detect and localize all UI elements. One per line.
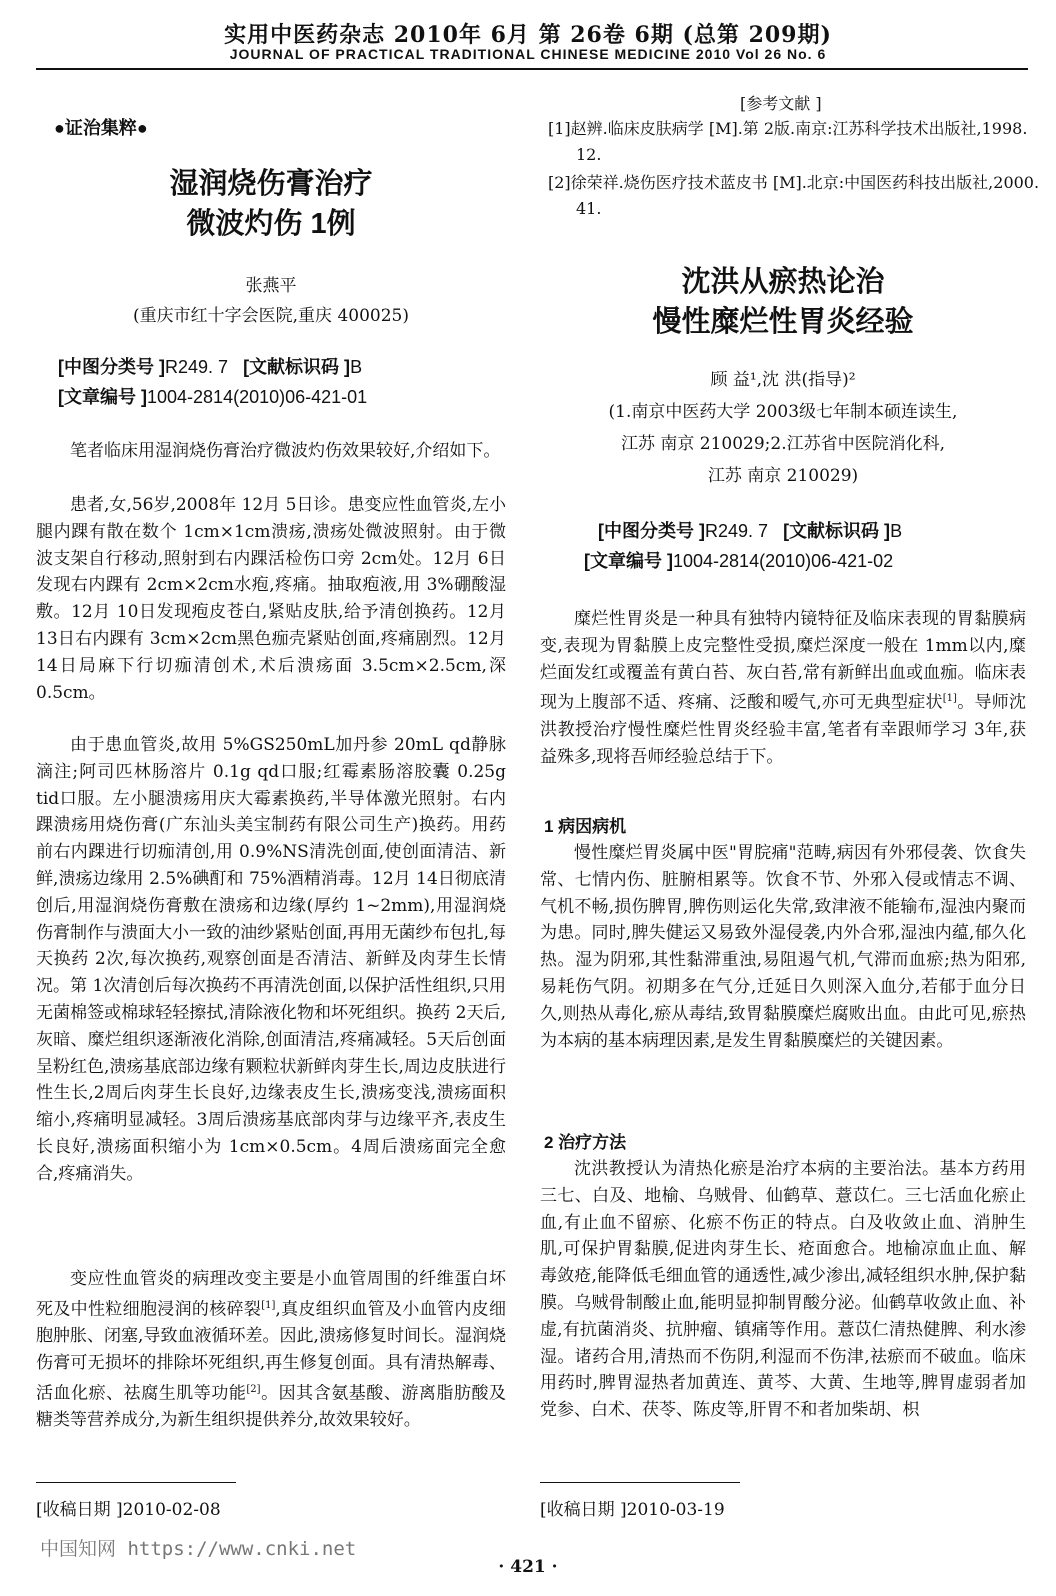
reference-item: [1]赵辨.临床皮肤病学 [M].第 2版.南京:江苏科学技术出版社,1998. 12. — [548, 119, 1028, 164]
authors-2: 顾 益¹,沈 洪(指导)² — [710, 370, 856, 390]
affiliation-line: 江苏 南京 210029;2.江苏省中医院消化科, — [620, 434, 946, 454]
text-run: 糜烂性胃炎是一种具有独特内镜特征及临床表现的胃黏膜病变,表现为胃黏膜上皮完整性受损,糜烂深度一般在 1mm以内,糜烂面发红或覆盖有黄白苔、灰白苔,常有新鲜出血或血痂。临床表现为上腹部不适、疼痛、泛酸和嗳气,亦可无典型症状 — [540, 609, 1026, 714]
author-1: 张燕平 — [245, 276, 297, 296]
received-date-1: [收稿日期 ]2010-02-08 — [36, 1500, 221, 1520]
classification-line — [598, 516, 902, 547]
affiliation-line: 江苏 南京 210029) — [707, 466, 859, 486]
affiliation-1: (重庆市红十字会医院,重庆 400025) — [133, 306, 409, 326]
paragraph: 慢性糜烂胃炎属中医"胃脘痛"范畴,病因有外邪侵袭、饮食失常、七情内伤、脏腑相累等。饮食不节、外邪入侵或情志不调、气机不畅,损伤脾胃,脾伤则运化失常,致津液不能输布,湿浊内聚而为患。同时,脾失健运又易致外湿侵袭,内外合邪,湿浊内蕴,郁久化热。湿为阴邪,其性黏滞重浊,易阻遏气机,气滞而血瘀;热为阳邪,易耗伤气阴。初期多在气分,迁延日久则深入血分,若郁于血分日久,则热从毒化,瘀从毒结,致胃黏膜糜烂腐败出血。由此可见,瘀热为本病的基本病理因素,是发生胃黏膜糜烂的关键因素。 — [540, 843, 1026, 1051]
title-line: 微波灼伤 1例 — [186, 208, 356, 240]
text-run: 。因其含氨基酸、游离脂肪酸及糖类等营养成分,为新生组织提供养分,故效果较好。 — [36, 1383, 507, 1431]
text-run: ,真皮组织血管及小血管内皮细胞肿胀、闭塞,导致血液循环差。因此,溃疡修复时间长。湿润烧伤膏可无损坏的排除坏死组织,再生修复创面。具有清热解毒、活血化瘀、祛腐生肌等功能 — [36, 1299, 507, 1404]
doc-value: B — [890, 521, 903, 541]
paragraph: 沈洪教授认为清热化瘀是治疗本病的主要治法。基本方药用三七、白及、地榆、乌贼骨、仙鹤草、薏苡仁。三七活血化瘀止血,有止血不留瘀、化瘀不伤正的特点。白及收敛止血、消肿生肌,可保护胃黏膜,促进肉芽生长、疮面愈合。地榆凉血止血、解毒敛疮,能降低毛细血管的通透性,减少渗出,减轻组织水肿,保护黏膜。乌贼骨制酸止血,能明显抑制胃酸分泌。仙鹤草收敛止血、补虚,有抗菌消炎、抗肿瘤、镇痛等作用。薏苡仁清热健脾、利水渗湿。诸药合用,清热而不伤阴,利湿而不伤津,祛瘀而不破血。临床用药时,脾胃湿热者加黄连、黄芩、大黄、生地等,脾胃虚弱者加党参、白术、茯苓、陈皮等,肝胃不和者加柴胡、枳 — [540, 1159, 1026, 1421]
section-tag: ●证治集粹● — [54, 118, 148, 138]
reference-item: [2]徐荣祥.烧伤医疗技术蓝皮书 [M].北京:中国医药科技出版社,2000. 41. — [548, 173, 1040, 218]
paragraph — [36, 1266, 506, 1434]
article-label: [文章编号 ] — [58, 387, 147, 407]
doc-value: B — [350, 357, 363, 377]
text-run: 变应性血管炎的病理改变主要是小血管周围的纤维蛋白坏死及中性粒细胞浸润的核碎裂 — [36, 1269, 506, 1320]
clc-label: [中图分类号 ] — [598, 521, 705, 541]
title-line: 湿润烧伤膏治疗 — [169, 168, 373, 200]
citation: [1] — [942, 693, 957, 705]
article-title-2 — [540, 262, 1026, 342]
article-title-1 — [36, 164, 506, 244]
classification-line — [58, 352, 362, 383]
paragraph: 笔者临床用湿润烧伤膏治疗微波灼伤效果较好,介绍如下。 — [70, 441, 501, 461]
title-line: 慢性糜烂性胃炎经验 — [652, 306, 914, 338]
paragraph: 由于患血管炎,故用 5%GS250mL加丹参 20mL qd静脉滴注;阿司匹林肠溶片 0.1g qd口服;红霉素肠溶胶囊 0.25g tid口服。左小腿溃疡用庆大霉素换药,半导体激光照射。右内踝溃疡用烧伤膏(广东汕头美宝制药有限公司生产)换药。用药前右内踝进行切痂清创,用 0.9%NS清洗创面,使创面清洁、新鲜,溃疡边缘用 2.5%碘酊和 75%酒精消毒。12月 14日彻底清创后,用湿润烧伤膏敷在溃疡和边缘(厚约 1~2mm),用湿润烧伤膏制作与溃面大小一致的油纱紧贴创面,再用无菌纱布包扎,每天换药 2次,每次换药,观察创面是否清洁、新鲜及肉芽生长情况。第 1次清创后每次换药不再清洗创面,以保护活性组织,只用无菌棉签或棉球轻轻擦拭,清除液化物和坏死组织。换药 2天后,灰暗、糜烂组织逐渐液化消除,创面清洁,疼痛减轻。5天后创面呈粉红色,溃疡基底部边缘有颗粒状新鲜肉芽生长,周边皮肤进行性生长,2周后肉芽生长良好,边缘表皮生长,溃疡变浅,溃疡面积缩小,疼痛明显减轻。3周后溃疡基底部肉芽与边缘平齐,表皮生长良好,溃疡面积缩小为 1cm×0.5cm。4周后溃疡面完全愈合,疼痛消失。 — [36, 735, 506, 1184]
citation: [1] — [261, 1299, 276, 1311]
section-heading: 2 治疗方法 — [544, 1133, 627, 1152]
page-number: · 421 · — [498, 1557, 558, 1577]
article-number-line — [584, 546, 893, 577]
paragraph: 患者,女,56岁,2008年 12月 5日诊。患变应性血管炎,左小腿内踝有散在数个 1cm×1cm溃疡,溃疡处微波照射。由于微波支架自行移动,照射到右内踝活检伤口旁 2cm处。12月 6日发现右内踝有 2cm×2cm水疱,疼痛。抽取疱液,用 3%硼酸湿敷。12月 10日发现疱皮苍白,紧贴皮肤,给予清创换药。12月 13日右内踝有 3cm×2cm黑色痂壳紧贴创面,疼痛剧烈。12月 14日局麻下行切痂清创术,术后溃疡面 3.5cm×2.5cm,深 0.5cm。 — [36, 495, 506, 703]
journal-header-cn: 实用中医药杂志 2010年 6月 第 26卷 6期 (总第 209期) — [224, 22, 832, 48]
clc-label: [中图分类号 ] — [58, 357, 165, 377]
text-run: 。导师沈洪教授治疗慢性糜烂性胃炎经验丰富,笔者有幸跟师学习 3年,获益殊多,现将吾师经验总结于下。 — [540, 693, 1026, 767]
references-title: [参考文献 ] — [740, 94, 822, 113]
clc-value: R249. 7 — [165, 357, 229, 377]
article-value: 1004-2814(2010)06-421-02 — [673, 551, 894, 571]
footnote-rule — [540, 1482, 740, 1483]
article-number-line — [58, 382, 367, 413]
header-rule — [36, 68, 1028, 70]
citation: [2] — [246, 1383, 261, 1395]
footnote-rule — [36, 1482, 236, 1483]
doc-label: [文献标识码 ] — [783, 521, 891, 541]
section-heading: 1 病因病机 — [544, 817, 627, 836]
paragraph — [540, 606, 1026, 770]
clc-value: R249. 7 — [705, 521, 769, 541]
article-value: 1004-2814(2010)06-421-01 — [147, 387, 368, 407]
journal-header-en: JOURNAL OF PRACTICAL TRADITIONAL CHINESE MEDICINE 2010 Vol 26 No. 6 — [229, 46, 827, 62]
title-line: 沈洪从瘀热论治 — [681, 266, 885, 298]
article-label: [文章编号 ] — [584, 551, 673, 571]
doc-label: [文献标识码 ] — [243, 357, 351, 377]
cnki-watermark: 中国知网 https://www.cnki.net — [40, 1538, 357, 1560]
received-date-2: [收稿日期 ]2010-03-19 — [540, 1500, 725, 1520]
affiliation-line: (1.南京中医药大学 2003级七年制本硕连读生, — [608, 402, 958, 422]
